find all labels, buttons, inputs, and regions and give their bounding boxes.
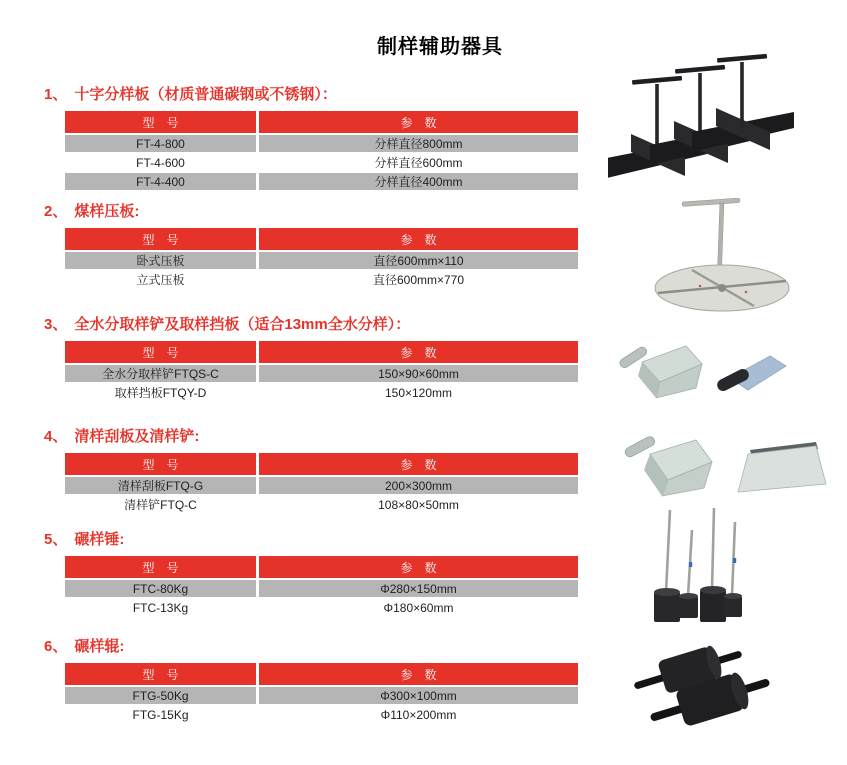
table-row [65, 687, 578, 704]
section-heading [44, 530, 584, 550]
param-cell: 分样直径800mm [256, 135, 578, 152]
col-header-param: 参 数 [256, 453, 578, 475]
param-cell: 200×300mm [256, 477, 578, 494]
model-cell: FTC-80Kg [65, 580, 256, 597]
spec-table [65, 661, 578, 725]
param-cell: Φ280×150mm [256, 580, 578, 597]
col-header-param: 参 数 [256, 663, 578, 685]
col-header-model: 型 号 [65, 111, 256, 133]
model-cell: 取样挡板FTQY-D [65, 384, 256, 401]
section-sample-hammer [44, 530, 584, 618]
model-cell: 卧式压板 [65, 252, 256, 269]
section-cross-divider [44, 85, 584, 192]
sample-rollers-image [608, 640, 843, 742]
col-header-model: 型 号 [65, 341, 256, 363]
table-row [65, 496, 578, 513]
col-header-param: 参 数 [256, 341, 578, 363]
model-cell: 清样刮板FTQ-G [65, 477, 256, 494]
section-sample-roller [44, 637, 584, 725]
section-heading [44, 427, 584, 447]
param-cell: Φ110×200mm [256, 706, 578, 723]
section-number: 1、 [44, 86, 68, 103]
section-heading [44, 85, 584, 105]
model-cell: FTG-50Kg [65, 687, 256, 704]
section-title: 全水分取样铲及取样挡板（适合13mm全水分样）： [74, 316, 411, 333]
param-cell: 分样直径400mm [256, 173, 578, 190]
section-heading [44, 202, 584, 222]
col-header-model: 型 号 [65, 453, 256, 475]
moisture-scoop-and-guard-image [612, 336, 840, 414]
table-row [65, 173, 578, 190]
section-heading [44, 315, 584, 335]
table-row [65, 599, 578, 616]
model-cell: 清样铲FTQ-C [65, 496, 256, 513]
model-cell: 全水分取样铲FTQS-C [65, 365, 256, 382]
param-cell: 直径600mm×770 [256, 271, 578, 288]
table-header-row [65, 341, 578, 363]
section-number: 4、 [44, 428, 68, 445]
section-number: 6、 [44, 638, 68, 655]
param-cell: 直径600mm×110 [256, 252, 578, 269]
section-title: 十字分样板（材质普通碳钢或不锈钢）： [74, 86, 337, 103]
model-cell: FT-4-600 [65, 154, 256, 171]
section-heading [44, 637, 584, 657]
table-row [65, 365, 578, 382]
section-coal-press [44, 202, 584, 290]
param-cell: 108×80×50mm [256, 496, 578, 513]
spec-table [65, 554, 578, 618]
cross-sample-dividers-image [608, 42, 845, 194]
sample-hammers-image [608, 506, 843, 630]
model-cell: FTG-15Kg [65, 706, 256, 723]
section-number: 2、 [44, 203, 68, 220]
section-title: 碾样锤: [74, 531, 125, 548]
param-cell: 150×120mm [256, 384, 578, 401]
model-cell: 立式压板 [65, 271, 256, 288]
col-header-model: 型 号 [65, 228, 256, 250]
section-moisture-scoop [44, 315, 584, 403]
param-cell: Φ180×60mm [256, 599, 578, 616]
spec-table [65, 226, 578, 290]
model-cell: FT-4-400 [65, 173, 256, 190]
table-row [65, 384, 578, 401]
coal-press-plate-image [622, 196, 834, 324]
section-title: 煤样压板: [74, 203, 140, 220]
table-header-row [65, 228, 578, 250]
table-row [65, 271, 578, 288]
col-header-model: 型 号 [65, 663, 256, 685]
col-header-param: 参 数 [256, 556, 578, 578]
col-header-model: 型 号 [65, 556, 256, 578]
table-row [65, 154, 578, 171]
model-cell: FT-4-800 [65, 135, 256, 152]
col-header-param: 参 数 [256, 111, 578, 133]
table-header-row [65, 663, 578, 685]
spec-table [65, 339, 578, 403]
spec-table [65, 451, 578, 515]
spec-table [65, 109, 578, 192]
param-cell: 150×90×60mm [256, 365, 578, 382]
table-header-row [65, 111, 578, 133]
table-row [65, 477, 578, 494]
cleaning-scraper-and-scoop-image [612, 428, 840, 514]
table-header-row [65, 556, 578, 578]
table-row [65, 252, 578, 269]
table-row [65, 706, 578, 723]
col-header-param: 参 数 [256, 228, 578, 250]
section-cleaning-scraper [44, 427, 584, 515]
param-cell: Φ300×100mm [256, 687, 578, 704]
section-title: 清样刮板及清样铲: [74, 428, 200, 445]
param-cell: 分样直径600mm [256, 154, 578, 171]
table-row [65, 580, 578, 597]
model-cell: FTC-13Kg [65, 599, 256, 616]
section-title: 碾样辊: [74, 638, 125, 655]
section-number: 5、 [44, 531, 68, 548]
table-row [65, 135, 578, 152]
page-title: 制样辅助器具 [377, 36, 503, 58]
table-header-row [65, 453, 578, 475]
section-number: 3、 [44, 316, 68, 333]
